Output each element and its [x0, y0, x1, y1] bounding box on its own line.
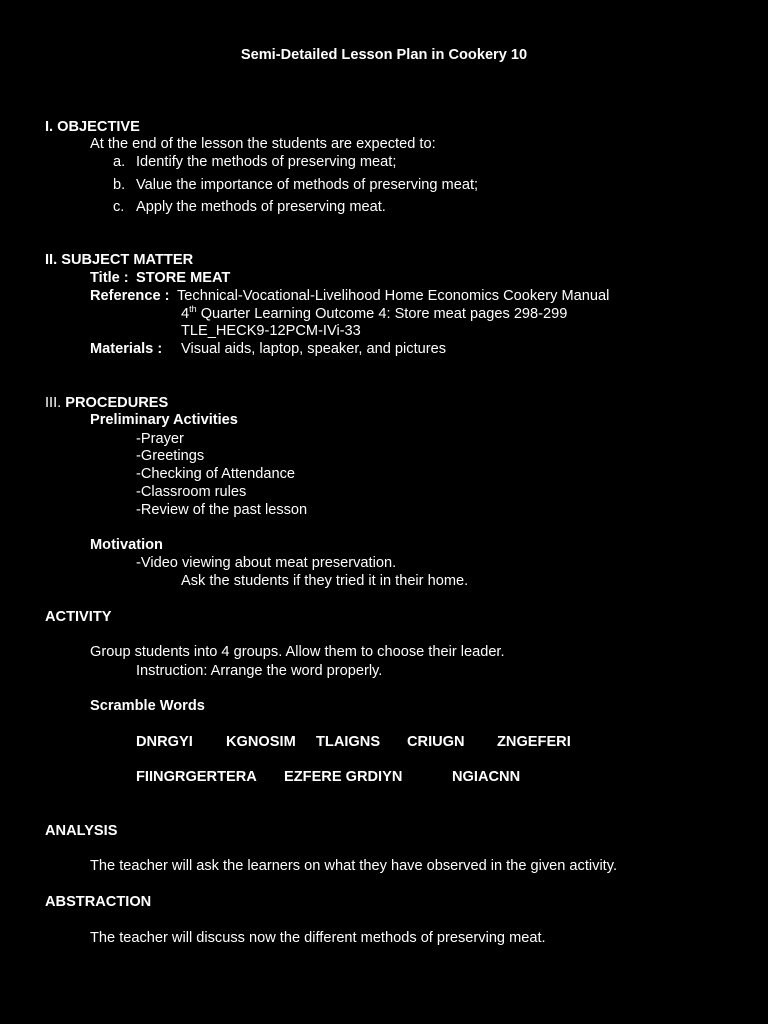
- procedures-heading-text: PROCEDURES: [65, 395, 169, 411]
- preliminary-item: -Checking of Attendance: [136, 466, 296, 482]
- scramble-word: CRIUGN: [407, 734, 465, 750]
- objective-item-a-text: Identify the methods of preserving meat;: [136, 154, 397, 170]
- scramble-word: FIINGRGERTERA: [136, 769, 257, 785]
- materials-value: Visual aids, laptop, speaker, and pictures: [181, 341, 447, 357]
- document-title: Semi-Detailed Lesson Plan in Cookery 10: [240, 47, 528, 63]
- reference-label: Reference :: [90, 288, 170, 304]
- procedures-heading-number: III.: [45, 395, 66, 411]
- scramble-word: NGIACNN: [452, 769, 521, 785]
- objective-intro: At the end of the lesson the students are expected to:: [90, 136, 436, 152]
- objective-item-c-marker: c.: [113, 199, 125, 215]
- reference-quarter-text: Quarter Learning Outcome 4: Store meat pages 298-299: [196, 306, 568, 322]
- activity-line-1: Group students into 4 groups. Allow them to choose their leader.: [90, 644, 505, 660]
- preliminary-item: -Greetings: [136, 448, 205, 464]
- preliminary-item: -Classroom rules: [136, 484, 247, 500]
- activity-instruction: Instruction: Arrange the word properly.: [136, 663, 383, 679]
- scramble-word: KGNOSIM: [226, 734, 296, 750]
- analysis-heading: ANALYSIS: [45, 823, 118, 839]
- reference-line-1: Technical-Vocational-Livelihood Home Economics Cookery Manual: [177, 288, 610, 304]
- scramble-word: EZFERE GRDIYN: [284, 769, 403, 785]
- motivation-line-1: -Video viewing about meat preservation.: [136, 555, 397, 571]
- motivation-heading: Motivation: [90, 537, 163, 553]
- preliminary-item: -Prayer: [136, 431, 184, 447]
- objective-heading: I. OBJECTIVE: [45, 119, 140, 135]
- objective-item-b-text: Value the importance of methods of preserving meat;: [136, 177, 479, 193]
- abstraction-heading: ABSTRACTION: [45, 894, 152, 910]
- objective-item-a-marker: a.: [113, 154, 126, 170]
- activity-heading: ACTIVITY: [45, 609, 112, 625]
- scramble-word: DNRGYI: [136, 734, 193, 750]
- title-value: STORE MEAT: [136, 270, 231, 286]
- procedures-heading: [45, 395, 168, 412]
- materials-label: Materials :: [90, 341, 163, 357]
- scramble-words-heading: Scramble Words: [90, 698, 205, 714]
- title-label: Title :: [90, 270, 129, 286]
- scramble-word: TLAIGNS: [316, 734, 381, 750]
- analysis-text: The teacher will ask the learners on what they have observed in the given activity.: [90, 858, 618, 874]
- reference-line-2: [181, 306, 567, 323]
- objective-item-c-text: Apply the methods of preserving meat.: [136, 199, 386, 215]
- reference-line-3: TLE_HECK9-12PCM-IVi-33: [181, 323, 361, 339]
- abstraction-text: The teacher will discuss now the different methods of preserving meat.: [90, 930, 546, 946]
- motivation-line-2: Ask the students if they tried it in their home.: [181, 573, 469, 589]
- reference-quarter-number: 4: [181, 306, 190, 322]
- subject-matter-heading: II. SUBJECT MATTER: [45, 252, 194, 268]
- scramble-word: ZNGEFERI: [497, 734, 571, 750]
- objective-item-b-marker: b.: [113, 177, 126, 193]
- preliminary-item: -Review of the past lesson: [136, 502, 308, 518]
- preliminary-activities-heading: Preliminary Activities: [90, 412, 238, 428]
- reference-quarter-suffix: th: [189, 304, 197, 314]
